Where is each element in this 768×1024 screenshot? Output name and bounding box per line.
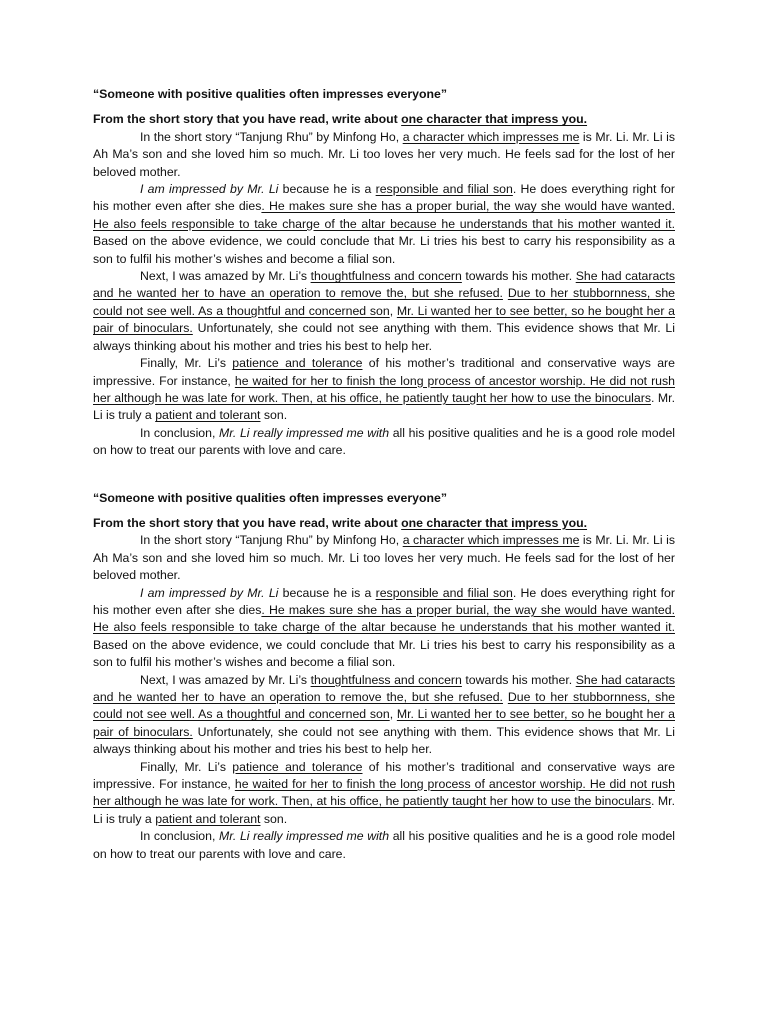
- underlined-run: patience and tolerance: [232, 759, 363, 774]
- text-run: Finally, Mr. Li’s: [140, 759, 233, 774]
- prompt-underlined: one character that impress you.: [401, 515, 588, 530]
- paragraph-conclusion: [93, 425, 675, 460]
- text-run: Based on the above evidence, we could conclude that Mr. Li tries his best to carry his responsibility as a son to fulfil his mother’s wishes and become a filial son.: [93, 637, 675, 670]
- text-run: ,: [389, 303, 397, 318]
- text-run: Unfortunately, she could not see anything with them. This evidence shows that Mr. Li always thinking about his mother and tries his best to help her.: [93, 724, 675, 757]
- underlined-run: Mr. Li wanted her to see better, so he bought her a pair of binoculars.: [93, 303, 675, 336]
- text-run: In the short story “Tanjung Rhu” by Minfong Ho,: [140, 129, 403, 144]
- text-run: . He does everything right for his mother even after she dies: [93, 182, 675, 214]
- paragraph-introduction: [93, 129, 675, 181]
- underlined-run: Mr. Li wanted her to see better, so he bought her a pair of binoculars.: [93, 707, 675, 739]
- essay-prompt: [93, 111, 675, 128]
- text-run: of his mother’s traditional and conservative ways are impressive. For instance,: [93, 356, 675, 388]
- paragraph-thoughtful: [93, 672, 675, 759]
- essay-1: [93, 86, 675, 460]
- italic-run: Mr. Li really impressed me with: [219, 425, 390, 440]
- text-run: Finally, Mr. Li’s: [140, 356, 233, 371]
- underlined-run: responsible and filial son: [375, 182, 513, 197]
- underlined-run: She had cataracts and he wanted her to have an operation to remove the, but she refused.: [93, 672, 676, 704]
- text-run: towards his mother.: [461, 672, 576, 687]
- text-run: Based on the above evidence, we could conclude that Mr. Li tries his best to carry his responsibility as a son to fulfil his mother’s wishes and become a filial son.: [93, 234, 675, 266]
- text-run: because he is a: [278, 585, 376, 600]
- text-run: Next, I was amazed by Mr. Li’s: [140, 269, 311, 284]
- underlined-run: patient and tolerant: [155, 408, 261, 423]
- text-run: Unfortunately, she could not see anything with them. This evidence shows that Mr. Li always thinking about his mother and tries his best to help her.: [93, 321, 675, 353]
- text-run: is Mr. Li. Mr. Li is Ah Ma’s son and she loved him so much. Mr. Li too loves her very much. He feels sad for the lost of her beloved mother.: [93, 533, 675, 583]
- paragraph-patience: [93, 759, 675, 829]
- text-run: . Mr. Li is truly a: [93, 390, 675, 423]
- underlined-run: patient and tolerant: [155, 811, 261, 826]
- text-run: . Mr. Li is truly a: [93, 794, 675, 826]
- text-run: all his positive qualities and he is a good role model on how to treat our parents with love and care.: [93, 829, 676, 861]
- essay-2: [93, 490, 675, 864]
- text-run: of his mother’s traditional and conservative ways are impressive. For instance,: [93, 759, 675, 792]
- text-run: all his positive qualities and he is a good role model on how to treat our parents with love and care.: [93, 425, 676, 458]
- underlined-run: patience and tolerance: [232, 356, 363, 371]
- paragraph-patience: [93, 355, 675, 425]
- text-run: In the short story “Tanjung Rhu” by Minfong Ho,: [140, 533, 403, 548]
- underlined-run: . He makes sure she has a proper burial, the way she would have wanted. He also feels responsible to take charge of the altar because he understands that his mother wanted it.: [93, 199, 675, 231]
- paragraph-thoughtful: [93, 268, 675, 355]
- underlined-run: he waited for her to finish the long process of ancestor worship. He did not rush her although he was late for work. Then, at his office, he patiently taught her how to use the binoculars: [93, 373, 675, 405]
- text-run: In conclusion,: [140, 425, 220, 440]
- text-run: ,: [389, 707, 397, 722]
- underlined-run: he waited for her to finish the long process of ancestor worship. He did not rush her although he was late for work. Then, at his office, he patiently taught her how to use the binoculars: [93, 777, 675, 809]
- paragraph-responsible: [93, 585, 675, 672]
- text-run: son.: [260, 811, 288, 826]
- underlined-run: a character which impresses me: [402, 129, 580, 144]
- text-run: son.: [260, 408, 288, 423]
- prompt-text: From the short story that you have read, write about: [93, 515, 402, 530]
- italic-run: I am impressed by Mr. Li: [140, 182, 279, 197]
- paragraph-conclusion: [93, 828, 675, 863]
- text-run: is Mr. Li. Mr. Li is Ah Ma’s son and she loved him so much. Mr. Li too loves her very much. He feels sad for the lost of her beloved mother.: [93, 129, 675, 179]
- prompt-underlined: one character that impress you.: [401, 112, 588, 127]
- text-run: because he is a: [278, 182, 376, 197]
- italic-run: I am impressed by Mr. Li: [140, 585, 279, 600]
- italic-run: Mr. Li really impressed me with: [219, 829, 390, 844]
- essay-prompt: [93, 515, 675, 532]
- underlined-run: . He makes sure she has a proper burial, the way she would have wanted. He also feels responsible to take charge of the altar because he understands that his mother wanted it.: [93, 602, 675, 635]
- underlined-run: thoughtfulness and concern: [310, 672, 462, 687]
- underlined-run: Due to her stubbornness, she could not see well. As a thoughtful and concerned son: [93, 286, 675, 318]
- paragraph-introduction: [93, 532, 675, 584]
- text-run: Next, I was amazed by Mr. Li’s: [140, 672, 311, 687]
- text-run: towards his mother.: [461, 269, 576, 284]
- essay-title: “Someone with positive qualities often impresses everyone”: [93, 87, 447, 101]
- paragraph-responsible: [93, 181, 675, 268]
- text-run: In conclusion,: [140, 829, 220, 844]
- underlined-run: She had cataracts and he wanted her to have an operation to remove the, but she refused.: [93, 269, 676, 301]
- underlined-run: a character which impresses me: [402, 533, 580, 548]
- underlined-run: Due to her stubbornness, she could not see well. As a thoughtful and concerned son: [93, 690, 675, 722]
- text-run: . He does everything right for his mother even after she dies: [93, 585, 675, 617]
- essay-title: “Someone with positive qualities often impresses everyone”: [93, 490, 447, 505]
- underlined-run: responsible and filial son: [375, 585, 513, 600]
- underlined-run: thoughtfulness and concern: [310, 269, 462, 284]
- prompt-text: From the short story that you have read, write about: [93, 112, 402, 127]
